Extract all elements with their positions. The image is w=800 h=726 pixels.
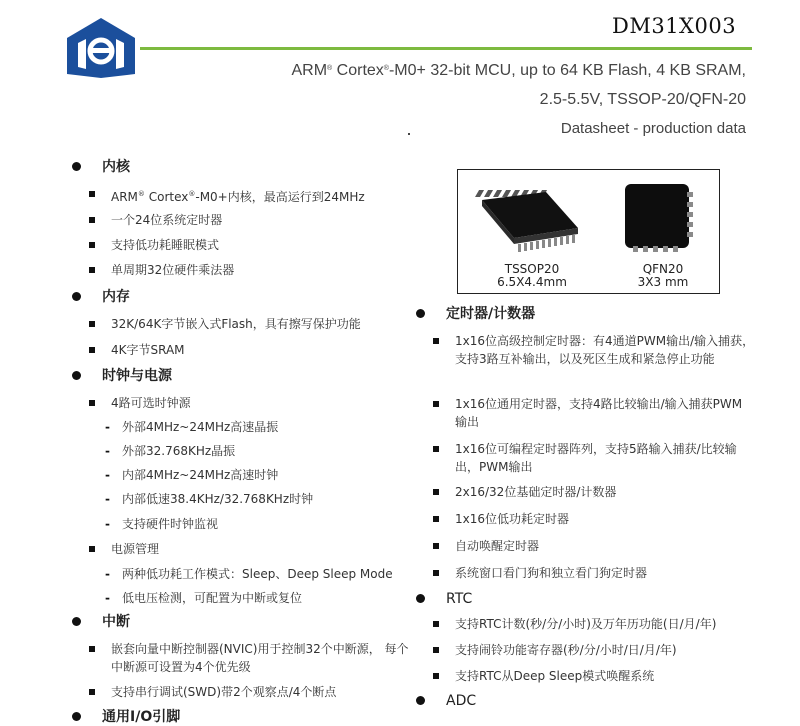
core-item-2: 一个24位系统定时器 xyxy=(111,213,223,227)
subtitle-line-1: ARM® Cortex®-M0+ 32-bit MCU, up to 64 KB Flash, 4 KB SRAM, xyxy=(291,62,746,79)
clock-source-1: - 外部4MHz~24MHz高速晶振 xyxy=(122,418,278,436)
core-item-3: 支持低功耗睡眠模式 xyxy=(111,238,220,252)
power-label: 电源管理 xyxy=(111,542,160,556)
timers-item-2: 1x16位通用定时器，支持4路比较输出/输入捕获PWM输出 xyxy=(455,395,751,431)
section-core-title: 内核 xyxy=(102,159,130,175)
memory-item-1: 32K/64K字节嵌入式Flash，具有擦写保护功能 xyxy=(111,317,361,331)
power-item-1: - 两种低功耗工作模式：Sleep、Deep Sleep Mode xyxy=(122,565,393,583)
core-item-1: ARM® Cortex®-M0+内核，最高运行到24MHz xyxy=(111,185,365,206)
tssop20-chip-icon xyxy=(474,178,584,260)
clock-source-5: - 支持硬件时钟监视 xyxy=(122,515,218,533)
subtitle-line-2: 2.5-5.5V, TSSOP-20/QFN-20 xyxy=(539,91,746,108)
clock-source-3: - 内部4MHz~24MHz高速时钟 xyxy=(122,466,278,484)
section-gpio-title: 通用I/O引脚 xyxy=(102,709,181,725)
interrupt-item-1: 嵌套向量中断控制器(NVIC)用于控制32个中断源， 每个中断源可设置为4个优先级 xyxy=(111,640,411,676)
clock-source-2: - 外部32.768KHz晶振 xyxy=(122,442,235,460)
timers-item-4: 2x16/32位基础定时器/计数器 xyxy=(455,485,617,499)
section-interrupt-title: 中断 xyxy=(102,614,130,630)
rtc-item-1: 支持RTC计数(秒/分/小时)及万年历功能(日/月/年) xyxy=(455,617,717,631)
clock-source-4: - 内部低速38.4KHz/32.768KHz时钟 xyxy=(122,490,313,508)
section-clock-title: 时钟与电源 xyxy=(102,368,172,384)
clock-sources-label: 4路可选时钟源 xyxy=(111,396,191,410)
timers-item-3: 1x16位可编程定时器阵列，支持5路输入捕获/比较输出，PWM输出 xyxy=(455,440,755,476)
timers-item-5: 1x16位低功耗定时器 xyxy=(455,512,570,526)
timers-item-6: 自动唤醒定时器 xyxy=(455,539,540,553)
interrupt-item-2: 支持串行调试(SWD)带2个观察点/4个断点 xyxy=(111,685,337,699)
qfn-label: QFN20 3X3 mm xyxy=(637,262,689,289)
tssop-label: TSSOP20 6.5X4.4mm xyxy=(497,262,567,289)
memory-item-2: 4K字节SRAM xyxy=(111,343,185,357)
power-item-2: - 低电压检测，可配置为中断或复位 xyxy=(122,589,302,607)
qfn20-chip-icon xyxy=(623,182,695,254)
rtc-item-2: 支持闹铃功能寄存器(秒/分/小时/日/月/年) xyxy=(455,643,677,657)
section-timers-title: 定时器/计数器 xyxy=(446,306,536,322)
stray-dot xyxy=(408,133,410,135)
timers-item-1: 1x16位高级控制定时器：有4通道PWM输出/输入捕获，支持3路互补输出，以及死区生成和紧急停止功能 xyxy=(455,334,755,366)
header-rule xyxy=(140,47,752,50)
company-logo xyxy=(66,17,136,79)
rtc-item-3: 支持RTC从Deep Sleep模式唤醒系统 xyxy=(455,669,655,683)
core-item-4: 单周期32位硬件乘法器 xyxy=(111,263,235,277)
subtitle-line-3: Datasheet - production data xyxy=(560,120,746,137)
timers-item-7: 系统窗口看门狗和独立看门狗定时器 xyxy=(455,566,648,580)
section-rtc-title: RTC xyxy=(446,591,473,607)
section-adc-title: ADC xyxy=(446,693,477,709)
part-number: DM31X003 xyxy=(612,14,737,38)
section-memory-title: 内存 xyxy=(102,289,130,305)
package-figure xyxy=(457,169,720,294)
